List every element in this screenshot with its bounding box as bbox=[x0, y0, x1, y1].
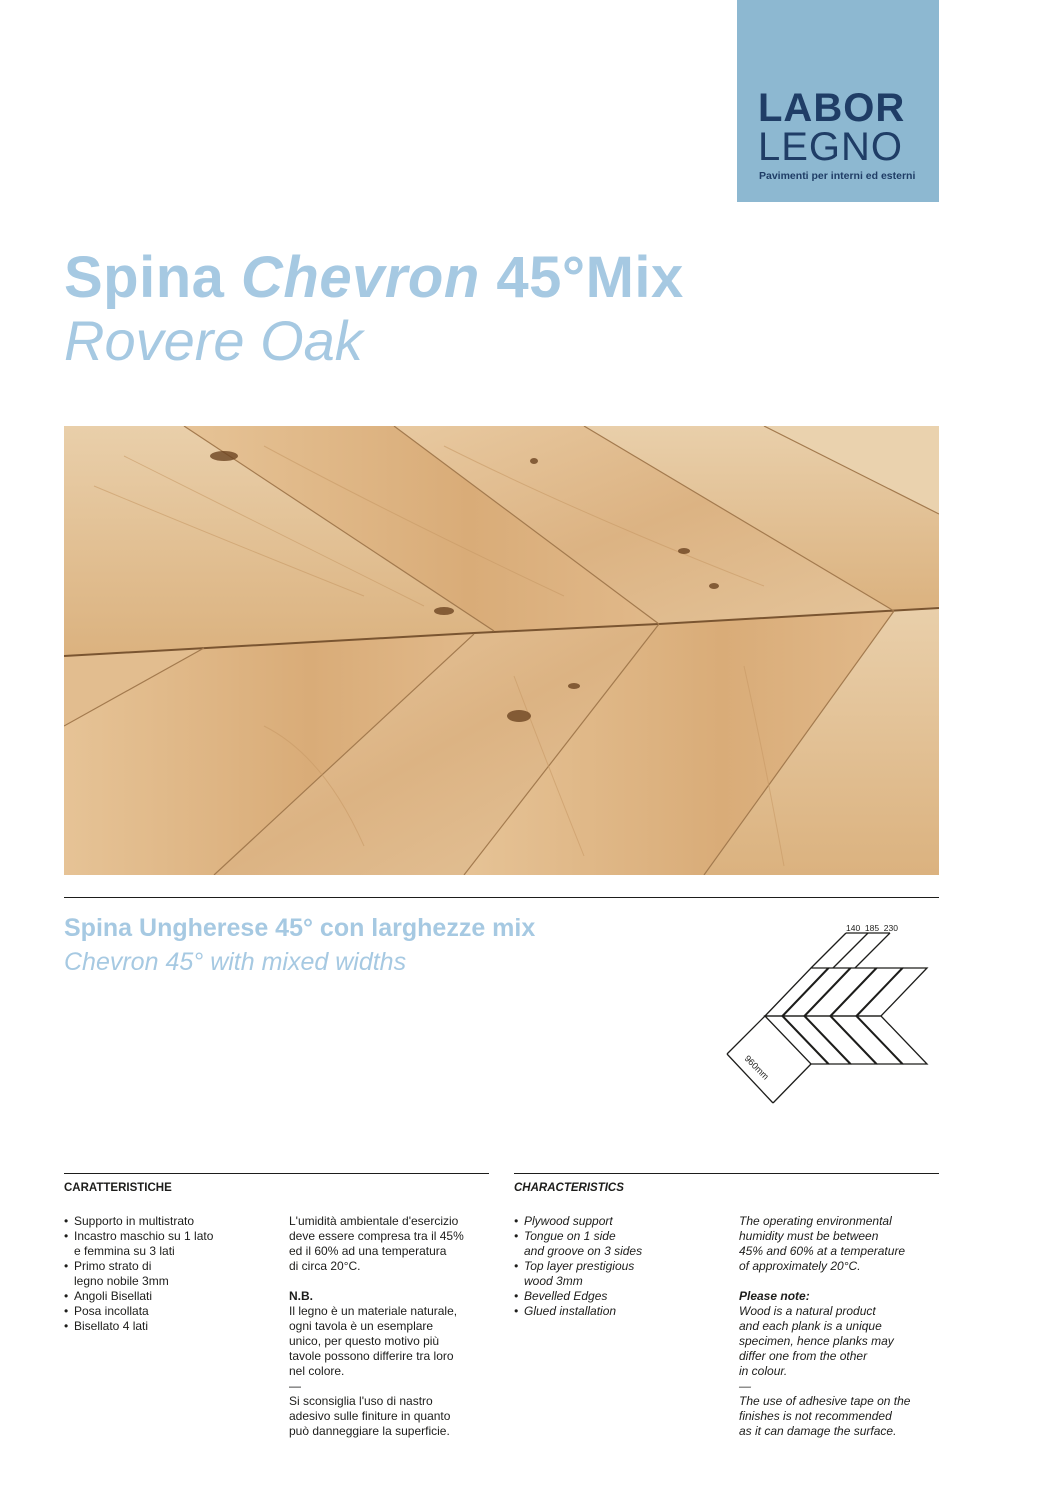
feature-text: Bevelled Edges bbox=[524, 1289, 608, 1303]
section-subtitle: Chevron 45° with mixed widths bbox=[64, 948, 407, 976]
feature-text: Angoli Bisellati bbox=[74, 1289, 153, 1303]
english-notes bbox=[739, 1214, 944, 1439]
product-title bbox=[64, 246, 684, 310]
list-item bbox=[514, 1259, 724, 1289]
italian-heading: CARATTERISTICHE bbox=[64, 1182, 172, 1194]
feature-text: Supporto in multistrato bbox=[74, 1214, 195, 1228]
list-item bbox=[514, 1304, 724, 1319]
note-text: Wood is a natural product and each plank is a unique specimen, hence planks may differ one from the other in colour. — The use of adhesive tape on the finishes is not recommended as it can damage the surface. bbox=[739, 1304, 911, 1438]
italian-features-list bbox=[64, 1214, 274, 1334]
title-part1: Spina bbox=[64, 245, 242, 310]
list-item bbox=[64, 1259, 274, 1289]
italian-notes bbox=[289, 1214, 494, 1439]
list-item bbox=[514, 1229, 724, 1259]
section-title: Spina Ungherese 45° con larghezze mix bbox=[64, 914, 536, 942]
floor-photo bbox=[64, 426, 939, 875]
feature-text: Primo strato di legno nobile 3mm bbox=[74, 1259, 169, 1288]
list-item bbox=[64, 1289, 274, 1304]
feature-text: Glued installation bbox=[524, 1304, 617, 1318]
feature-text: Incastro maschio su 1 lato e femmina su 3 lati bbox=[74, 1229, 214, 1258]
feature-text: Plywood support bbox=[524, 1214, 613, 1228]
brand-logo bbox=[737, 0, 939, 202]
list-item bbox=[514, 1214, 724, 1229]
product-subtitle: Rovere Oak bbox=[64, 309, 363, 372]
humidity-text: L'umidità ambientale d'esercizio deve essere compresa tra il 45% ed il 60% ad una temperatura di circa 20°C. bbox=[289, 1214, 464, 1273]
divider bbox=[64, 1173, 489, 1174]
title-part2: Chevron bbox=[241, 245, 480, 310]
divider bbox=[64, 897, 939, 898]
diagram-length-label: 960mm bbox=[742, 1053, 771, 1082]
title-part3: 45°Mix bbox=[479, 245, 684, 310]
note-label: N.B. bbox=[289, 1289, 313, 1303]
feature-text: Posa incollata bbox=[74, 1304, 149, 1318]
chevron-diagram bbox=[718, 920, 940, 1110]
feature-text: Bisellato 4 lati bbox=[74, 1319, 149, 1333]
note-label: Please note: bbox=[739, 1289, 810, 1303]
english-features-list bbox=[514, 1214, 724, 1319]
list-item bbox=[64, 1319, 274, 1334]
feature-text: Top layer prestigious wood 3mm bbox=[524, 1259, 635, 1288]
list-item bbox=[64, 1214, 274, 1229]
feature-text: Tongue on 1 side and groove on 3 sides bbox=[524, 1229, 643, 1258]
list-item bbox=[64, 1229, 274, 1259]
divider bbox=[514, 1173, 939, 1174]
note-text: Il legno è un materiale naturale, ogni tavola è un esemplare unico, per questo motivo più tavole possono differire tra loro nel colore. — Si sconsiglia l'uso di nastro adesivo sulle finiture in quanto può danneggiare la superficie. bbox=[289, 1304, 458, 1438]
brand-name-line2: LEGNO bbox=[758, 125, 904, 169]
brand-tagline: Pavimenti per interni ed esterni bbox=[759, 170, 916, 182]
brand-name-line1: LABOR bbox=[758, 86, 906, 130]
humidity-text: The operating environmental humidity must be between 45% and 60% at a temperature of approximately 20°C. bbox=[739, 1214, 906, 1273]
list-item bbox=[514, 1289, 724, 1304]
english-heading: CHARACTERISTICS bbox=[514, 1182, 624, 1194]
diagram-widths-label: 140 185 230 bbox=[846, 923, 898, 933]
list-item bbox=[64, 1304, 274, 1319]
